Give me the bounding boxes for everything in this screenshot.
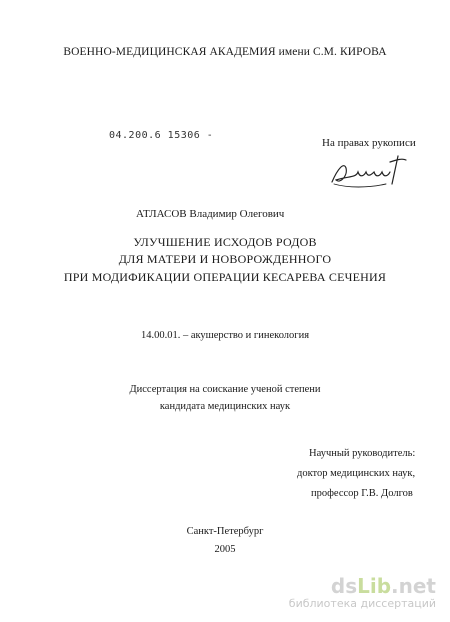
dissertation-title-line: ДЛЯ МАТЕРИ И НОВОРОЖДЕННОГО	[118, 252, 332, 266]
degree-line: кандидата медицинских наук	[159, 401, 291, 412]
supervisor-degree: доктор медицинских наук,	[297, 468, 416, 479]
watermark-logo: dsLib.net	[330, 574, 436, 598]
signature-icon	[328, 154, 408, 192]
dissertation-title-line: УЛУЧШЕНИЕ ИСХОДОВ РОДОВ	[133, 235, 317, 249]
year: 2005	[214, 544, 236, 555]
watermark	[286, 575, 436, 611]
institution-name: ВОЕННО-МЕДИЦИНСКАЯ АКАДЕМИЯ имени С.М. КИРОВА	[63, 46, 387, 58]
degree-line: Диссертация на соискание ученой степени	[129, 384, 321, 395]
specialty-code: 14.00.01. – акушерство и гинекология	[140, 330, 310, 341]
dissertation-title-line: ПРИ МОДИФИКАЦИИ ОПЕРАЦИИ КЕСАРЕВА СЕЧЕНИЯ	[63, 270, 387, 284]
city: Санкт-Петербург	[186, 526, 264, 537]
author-name: АТЛАСОВ Владимир Олегович	[136, 208, 285, 220]
archive-stamp-number: 04.200.6 15306 -	[109, 130, 214, 141]
supervisor-label: Научный руководитель:	[309, 448, 416, 459]
rights-label: На правах рукописи	[322, 137, 416, 149]
watermark-subtitle: библиотека диссертаций	[288, 597, 436, 610]
supervisor-name: профессор Г.В. Долгов	[311, 488, 413, 499]
